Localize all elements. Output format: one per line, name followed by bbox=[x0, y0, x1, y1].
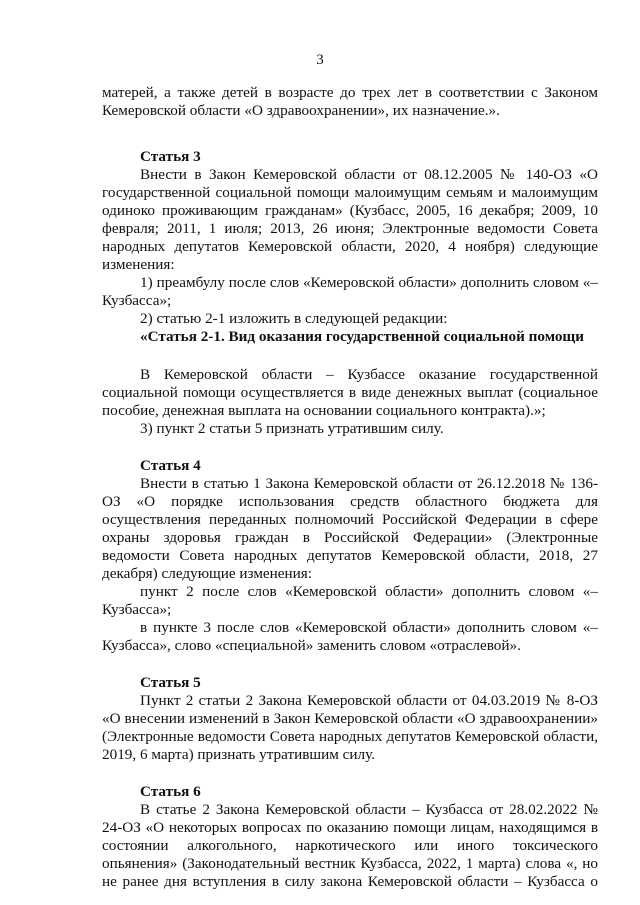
article-3-text: Внести в Закон Кемеровской области от 08.12.2005 № 140-ОЗ «О государственной социальной помощи малоимущим семьям и малоимущим одиноко проживающим гражданам» (Кузбасс, 2005, 16 декабря; 2009, 10 февраля; 2011, 1 июля; 2013, 26 июня; Электронные ведомости Совета народных депутатов Кемеровской области, 2020, 4 ноября) следующие изменения: bbox=[102, 166, 598, 273]
article-5-text: Пункт 2 статьи 2 Закона Кемеровской области от 04.03.2019 № 8-ОЗ «О внесении изменений в Закон Кемеровской области «О здравоохранении» (Электронные ведомости Совета народных депутатов Кемеровской области, 2019, 6 марта) признать утратившим силу. bbox=[102, 692, 598, 763]
article-3-item-2: 2) статью 2-1 изложить в следующей редакции: bbox=[140, 310, 448, 327]
article-5-heading: Статья 5 bbox=[140, 674, 201, 691]
article-2-1-quote-heading: «Статья 2-1. Вид оказания государственной социальной помощи bbox=[140, 328, 585, 345]
page-number: 3 bbox=[316, 52, 324, 68]
article-6-text: В статье 2 Закона Кемеровской области – Кузбасса от 28.02.2022 № 24-ОЗ «О некоторых вопросах по оказанию помощи лицам, находящимся в состоянии алкогольного, наркотического или иного токсического опьянения» (Законодательный вестник Кузбасса, 2022, 1 марта) слова «, но не ранее дня вступления в силу закона Кемеровской области – Кузбасса о bbox=[102, 801, 598, 890]
article-3-item-3: 3) пункт 2 статьи 5 признать утратившим силу. bbox=[140, 420, 444, 437]
document-body bbox=[102, 84, 598, 891]
article-4-text: Внести в статью 1 Закона Кемеровской области от 26.12.2018 № 136-ОЗ «О порядке использования средств областного бюджета для осуществления переданных полномочий Российской Федерации в сфере охраны здоровья граждан в Российской Федерации» (Электронные ведомости Совета народных депутатов Кемеровской области, 2018, 27 декабря) следующие изменения: bbox=[102, 475, 598, 582]
intro-paragraph: матерей, а также детей в возрасте до трех лет в соответствии с Законом Кемеровской области «О здравоохранении», их назначение.». bbox=[102, 84, 598, 119]
article-2-1-quote-text: В Кемеровской области – Кузбассе оказание государственной социальной помощи осуществляется в виде денежных выплат (социальное пособие, денежная выплата на основании социального контракта).»; bbox=[102, 366, 598, 419]
article-3-heading: Статья 3 bbox=[140, 148, 201, 165]
article-3-item-1: 1) преамбулу после слов «Кемеровской области» дополнить словом «– Кузбасса»; bbox=[102, 274, 598, 309]
article-4-heading: Статья 4 bbox=[140, 457, 201, 474]
article-4-item-1: пункт 2 после слов «Кемеровской области» дополнить словом «– Кузбасса»; bbox=[102, 583, 598, 618]
article-6-heading: Статья 6 bbox=[140, 783, 201, 800]
article-4-item-2: в пункте 3 после слов «Кемеровской области» дополнить словом «– Кузбасса», слово «специальной» заменить словом «отраслевой». bbox=[102, 619, 598, 654]
